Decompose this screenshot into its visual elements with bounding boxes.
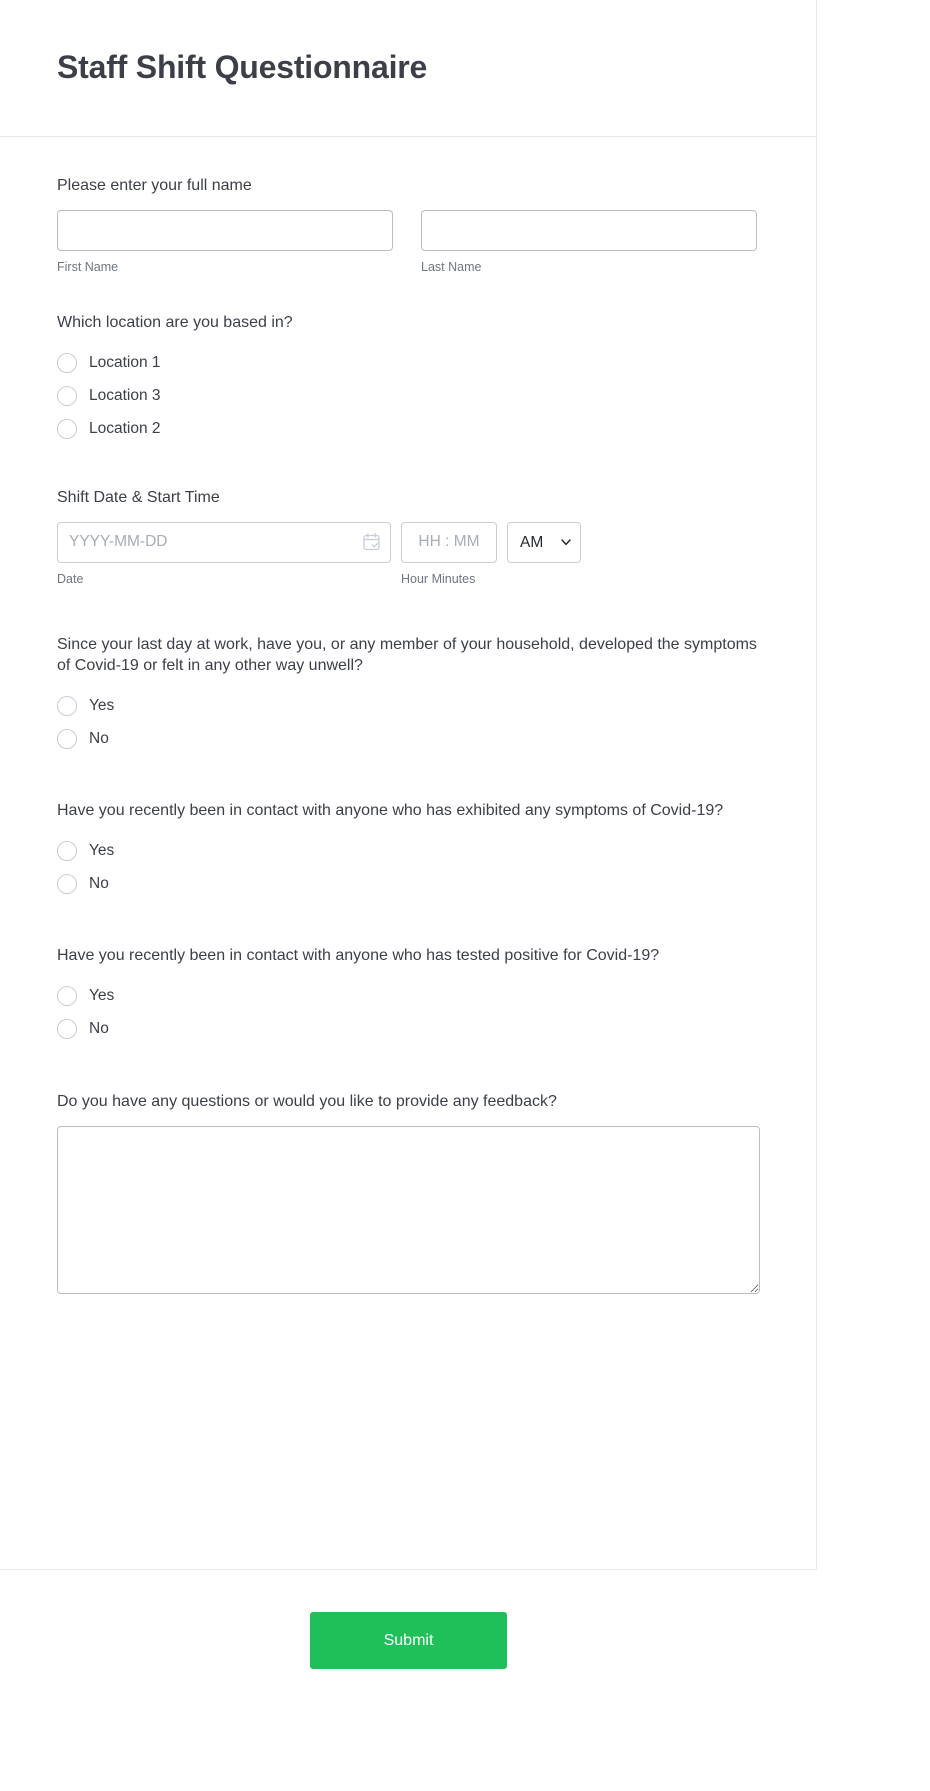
time-field-wrap — [401, 522, 497, 563]
form-footer — [0, 1570, 817, 1669]
radio-label: Yes — [89, 986, 115, 1004]
radio-circle-icon[interactable] — [57, 386, 77, 406]
radio-circle-icon[interactable] — [57, 986, 77, 1006]
contact-positive-radio-group — [57, 979, 759, 1045]
radio-label: Yes — [89, 697, 115, 715]
radio-label: Location 2 — [89, 419, 161, 437]
first-name-group — [57, 210, 393, 274]
radio-circle-icon[interactable] — [57, 353, 77, 373]
radio-circle-icon[interactable] — [57, 729, 77, 749]
submit-button[interactable]: Submit — [310, 1612, 507, 1669]
question-shift-datetime — [57, 445, 759, 586]
question-feedback — [57, 1045, 759, 1294]
radio-option-location-1[interactable] — [57, 346, 759, 379]
question-symptoms — [57, 586, 759, 756]
question-contact-positive — [57, 901, 759, 1046]
radio-option-location-2[interactable] — [57, 412, 759, 445]
radio-option-symptoms-yes[interactable] — [57, 690, 759, 723]
radio-circle-icon[interactable] — [57, 696, 77, 716]
time-input[interactable] — [401, 522, 497, 563]
radio-label: No — [89, 730, 109, 748]
full-name-label: Please enter your full name — [57, 177, 252, 194]
symptoms-label: Since your last day at work, have you, or any member of your household, developed the symptoms of Covid-19 or felt in any other way unwell? — [57, 635, 757, 675]
radio-circle-icon[interactable] — [57, 1019, 77, 1039]
radio-option-contact-symptoms-yes[interactable] — [57, 835, 759, 868]
body-bottom-spacer — [57, 1294, 759, 1342]
radio-option-contact-positive-yes[interactable] — [57, 979, 759, 1012]
location-radio-group — [57, 346, 759, 445]
radio-option-location-3[interactable] — [57, 379, 759, 412]
form-body — [0, 137, 816, 1342]
date-input[interactable] — [57, 522, 391, 563]
question-full-name — [57, 137, 759, 274]
radio-option-contact-symptoms-no[interactable] — [57, 868, 759, 901]
ampm-select[interactable] — [507, 522, 581, 563]
first-name-sublabel: First Name — [57, 259, 119, 274]
radio-label: Location 1 — [89, 353, 161, 371]
radio-circle-icon[interactable] — [57, 841, 77, 861]
location-label: Which location are you based in? — [57, 313, 293, 331]
ampm-select-wrap — [507, 522, 581, 563]
last-name-input[interactable] — [421, 210, 757, 251]
page-title: Staff Shift Questionnaire — [57, 49, 428, 85]
radio-label: No — [89, 1019, 109, 1037]
contact-symptoms-label: Have you recently been in contact with anyone who has exhibited any symptoms of Covid-19? — [57, 801, 724, 819]
name-row — [57, 210, 759, 274]
radio-circle-icon[interactable] — [57, 419, 77, 439]
radio-option-contact-positive-no[interactable] — [57, 1012, 759, 1045]
radio-label: No — [89, 875, 109, 893]
datetime-sublabels — [57, 572, 759, 586]
radio-label: Yes — [89, 842, 115, 860]
first-name-input[interactable] — [57, 210, 393, 251]
radio-label: Location 3 — [89, 386, 161, 404]
symptoms-radio-group — [57, 690, 759, 756]
form-header — [0, 0, 816, 137]
radio-option-symptoms-no[interactable] — [57, 723, 759, 756]
datetime-row — [57, 522, 759, 563]
shift-datetime-label: Shift Date & Start Time — [57, 489, 220, 507]
question-contact-symptoms — [57, 756, 759, 901]
date-field-wrap — [57, 522, 391, 563]
contact-positive-label: Have you recently been in contact with anyone who has tested positive for Covid-19? — [57, 946, 660, 964]
last-name-group — [421, 210, 757, 274]
question-location — [57, 274, 759, 446]
last-name-sublabel: Last Name — [421, 259, 482, 274]
radio-circle-icon[interactable] — [57, 874, 77, 894]
time-sublabel: Hour Minutes — [401, 571, 476, 586]
date-sublabel: Date — [57, 571, 84, 586]
feedback-textarea[interactable] — [57, 1126, 760, 1294]
contact-symptoms-radio-group — [57, 835, 759, 901]
feedback-label: Do you have any questions or would you like to provide any feedback? — [57, 1093, 557, 1111]
